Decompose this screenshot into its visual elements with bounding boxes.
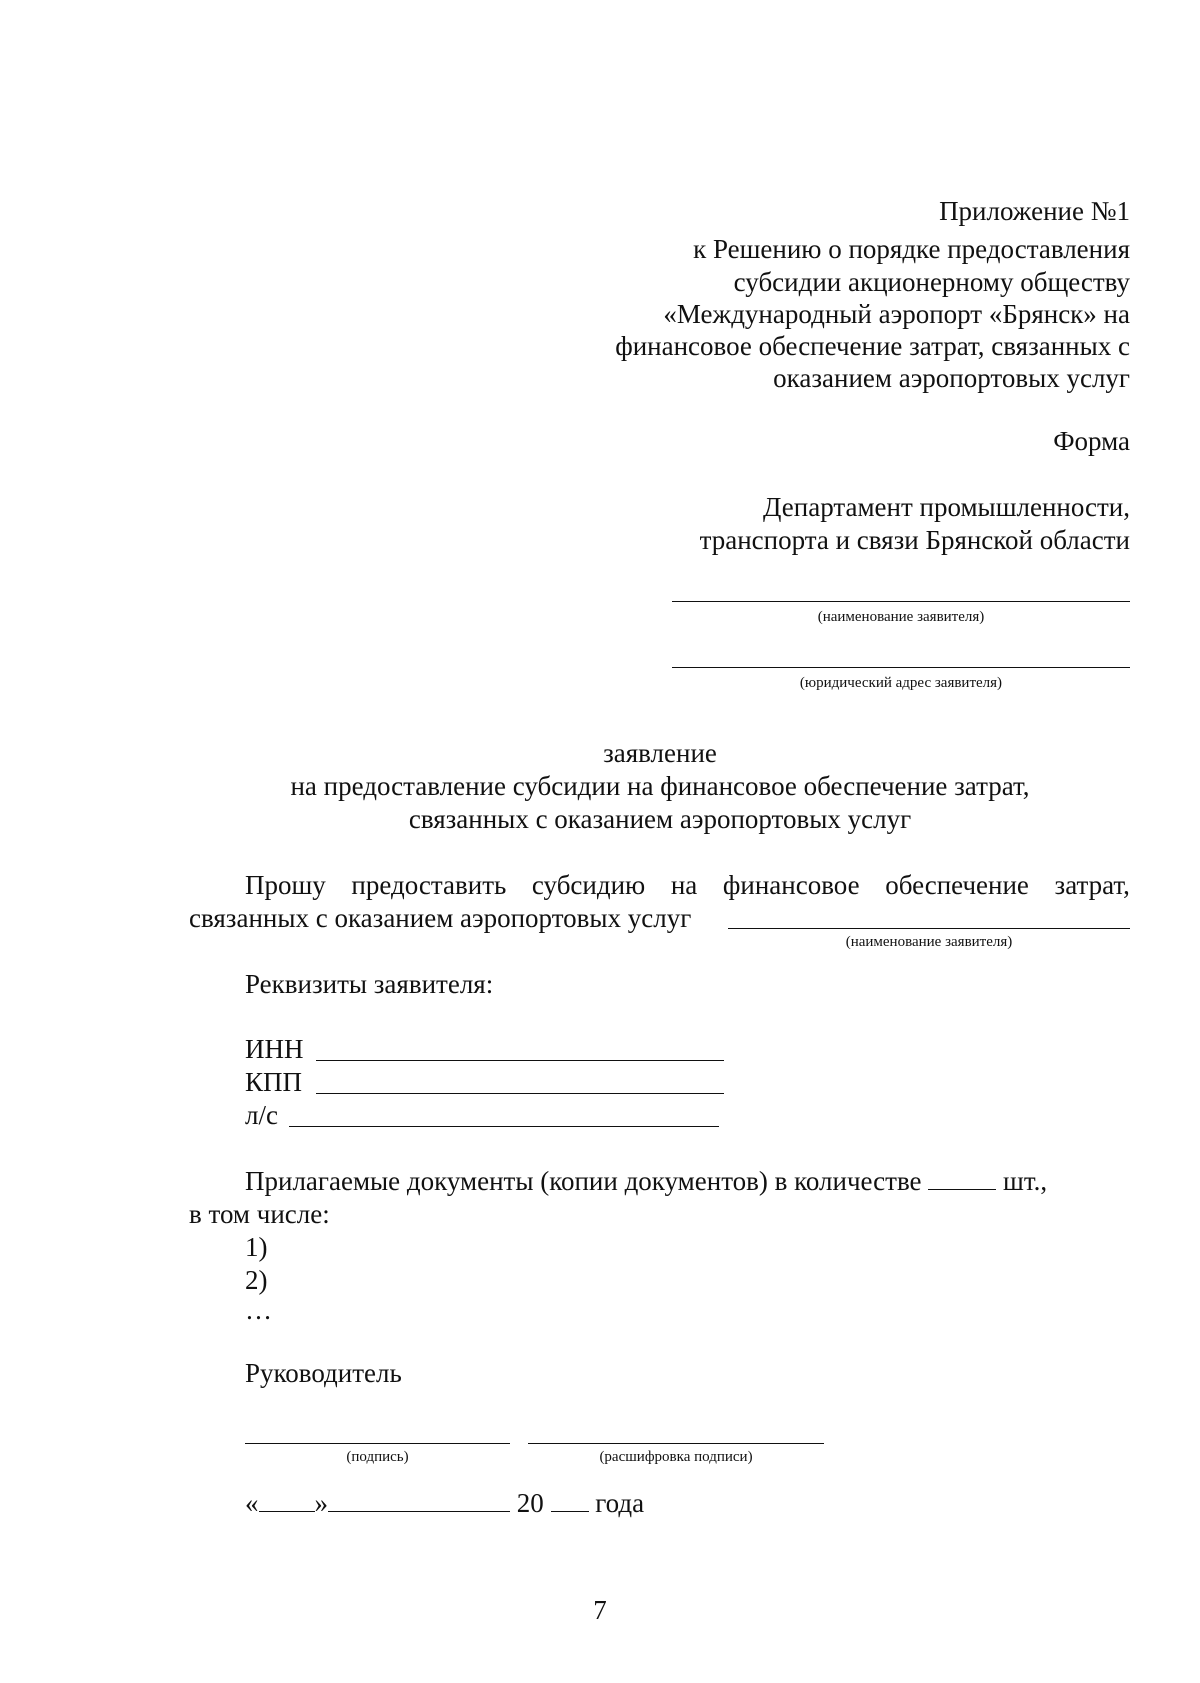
date-line [245, 1487, 644, 1519]
attached-docs-text: Прилагаемые документы (копии документов) в количестве [245, 1166, 922, 1196]
signature-line[interactable] [245, 1443, 510, 1444]
date-century: 20 [516, 1488, 544, 1518]
date-year-word: года [595, 1488, 645, 1518]
appendix-line: финансовое обеспечение затрат, связанных с [615, 331, 1130, 361]
attached-docs-line-1 [245, 1165, 1047, 1197]
request-word: субсидию [531, 870, 646, 900]
title-word: заявление [603, 738, 717, 768]
appendix-line: «Международный аэропорт «Брянск» на [663, 299, 1130, 329]
title-line: на предоставление субсидии на финансовое обеспечение затрат, [290, 771, 1030, 801]
signature-decoding-caption: (расшифровка подписи) [599, 1449, 753, 1465]
applicant-name-caption: (наименование заявителя) [817, 609, 985, 625]
inn-field-line[interactable] [316, 1060, 724, 1061]
head-label: Руководитель [245, 1358, 402, 1388]
account-field-line[interactable] [289, 1126, 719, 1127]
recipient-line: транспорта и связи Брянской области [699, 525, 1130, 555]
request-line-1 [245, 869, 1130, 901]
request-applicant-line[interactable] [728, 928, 1130, 929]
attached-count-field[interactable] [928, 1165, 996, 1190]
request-line-2: связанных с оказанием аэропортовых услуг [189, 903, 692, 933]
kpp-label: КПП [245, 1067, 303, 1097]
recipient-line: Департамент промышленности, [763, 492, 1130, 522]
requisites-heading: Реквизиты заявителя: [245, 969, 494, 999]
form-label: Форма [1053, 426, 1130, 456]
attached-item-ellipsis: … [245, 1295, 272, 1325]
appendix-title: Приложение №1 [939, 196, 1130, 226]
request-word: Прошу [245, 870, 326, 900]
attached-item: 2) [245, 1265, 268, 1295]
applicant-name-line[interactable] [672, 601, 1130, 602]
title-line: связанных с оказанием аэропортовых услуг [408, 804, 912, 834]
attached-docs-line-2: в том числе: [189, 1199, 330, 1229]
date-day-field[interactable] [259, 1487, 315, 1512]
signature-decoding-line[interactable] [528, 1443, 824, 1444]
appendix-line: к Решению о порядке предоставления [693, 234, 1130, 264]
attached-item: 1) [245, 1232, 268, 1262]
appendix-line: оказанием аэропортовых услуг [773, 363, 1130, 393]
appendix-line: субсидии акционерному обществу [733, 267, 1130, 297]
date-month-field[interactable] [328, 1487, 510, 1512]
request-word: предоставить [351, 870, 507, 900]
request-word: финансовое [722, 870, 860, 900]
page-number: 7 [593, 1595, 607, 1625]
applicant-address-line[interactable] [672, 667, 1130, 668]
request-word: на [670, 870, 698, 900]
inn-label: ИНН [245, 1034, 304, 1064]
kpp-field-line[interactable] [316, 1093, 724, 1094]
date-close-quote: » [314, 1488, 328, 1518]
account-label: л/с [245, 1100, 278, 1130]
request-word: обеспечение [885, 870, 1029, 900]
request-word: затрат, [1054, 870, 1130, 900]
applicant-address-caption: (юридический адрес заявителя) [799, 675, 1003, 691]
request-applicant-caption: (наименование заявителя) [845, 934, 1013, 950]
date-year-field[interactable] [551, 1487, 589, 1512]
attached-docs-unit: шт., [1003, 1166, 1048, 1196]
signature-caption: (подпись) [346, 1449, 409, 1465]
date-open-quote: « [245, 1488, 259, 1518]
